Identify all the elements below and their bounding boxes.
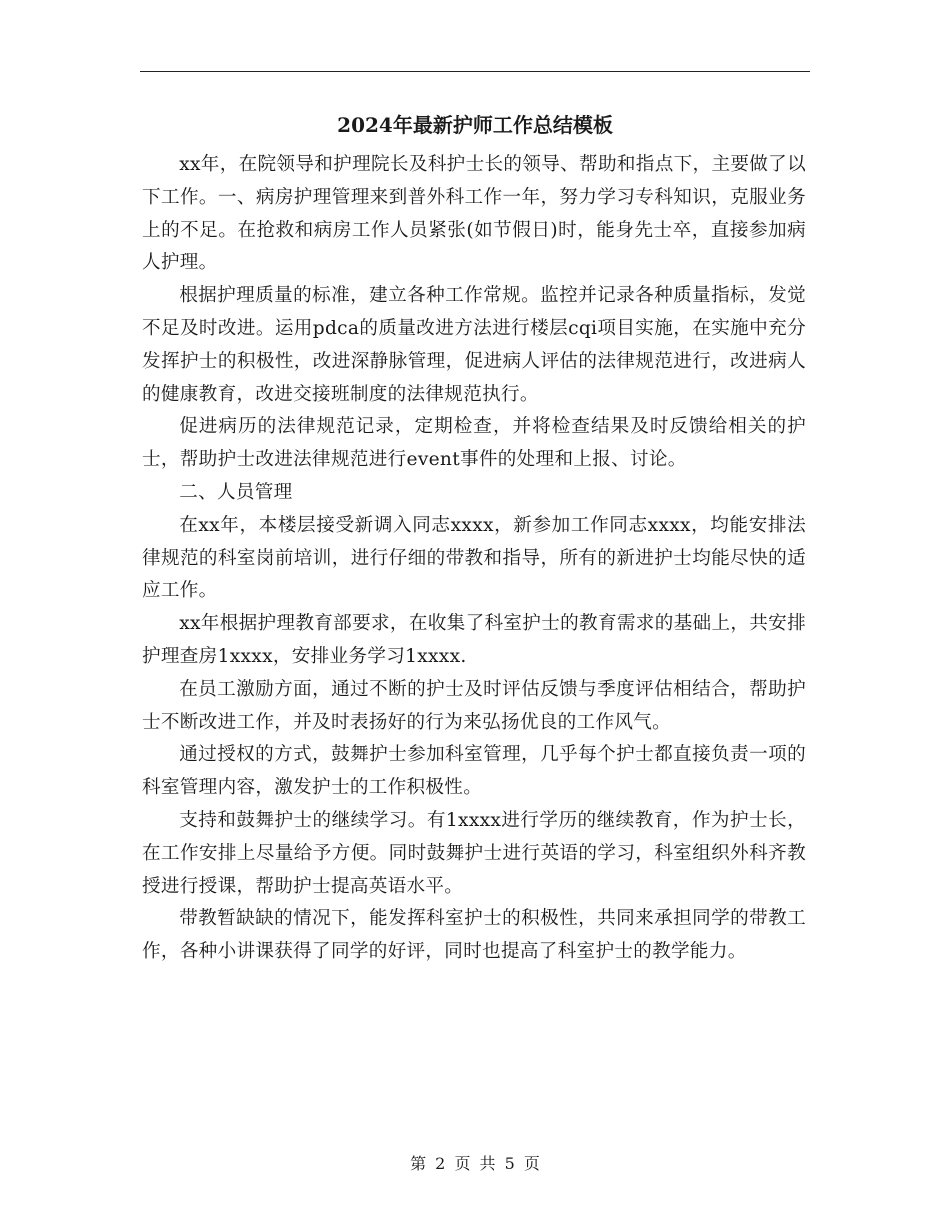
document-title: 2024年最新护师工作总结模板 <box>337 113 613 137</box>
paragraph-10: 带教暂缺缺的情况下，能发挥科室护士的积极性，共同来承担同学的带教工作，各种小讲课获得了同学的好评，同时也提高了科室护士的教学能力。 <box>142 908 806 963</box>
paragraph-1: xx年，在院领导和护理院长及科护士长的领导、帮助和指点下，主要做了以下工作。一、病房护理管理来到普外科工作一年，努力学习专科知识，克服业务上的不足。在抢救和病房工作人员紧张(如节假日)时，能身先士卒，直接参加病人护理。 <box>142 154 806 274</box>
paragraph-7: 在员工激励方面，通过不断的护士及时评估反馈与季度评估相结合，帮助护士不断改进工作，并及时表扬好的行为来弘扬优良的工作风气。 <box>142 678 806 733</box>
header-rule <box>140 71 810 72</box>
paragraph-3: 促进病历的法律规范记录，定期检查，并将检查结果及时反馈给相关的护士，帮助护士改进法律规范进行event事件的处理和上报、讨论。 <box>142 416 806 471</box>
paragraph-9: 支持和鼓舞护士的继续学习。有1xxxx进行学历的继续教育，作为护士长，在工作安排上尽量给予方便。同时鼓舞护士进行英语的学习，科室组织外科齐教授进行授课，帮助护士提高英语水平。 <box>142 809 806 897</box>
document-body <box>142 149 806 969</box>
section-heading-personnel: 二、人员管理 <box>179 481 293 503</box>
paragraph-5: 在xx年，本楼层接受新调入同志xxxx，新参加工作同志xxxx，均能安排法律规范的科室岗前培训，进行仔细的带教和指导，所有的新进护士均能尽快的适应工作。 <box>142 514 806 602</box>
paragraph-2: 根据护理质量的标准，建立各种工作常规。监控并记录各种质量指标，发觉不足及时改进。运用pdca的质量改进方法进行楼层cqi项目实施，在实施中充分发挥护士的积极性，改进深静脉管理，促进病人评估的法律规范进行，改进病人的健康教育，改进交接班制度的法律规范执行。 <box>142 285 806 405</box>
page-number-footer: 第 2 页 共 5 页 <box>410 1154 540 1173</box>
paragraph-6: xx年根据护理教育部要求，在收集了科室护士的教育需求的基础上，共安排护理查房1xxxx，安排业务学习1xxxx. <box>142 613 806 667</box>
paragraph-8: 通过授权的方式，鼓舞护士参加科室管理，几乎每个护士都直接负责一项的科室管理内容，激发护士的工作积极性。 <box>142 744 806 799</box>
